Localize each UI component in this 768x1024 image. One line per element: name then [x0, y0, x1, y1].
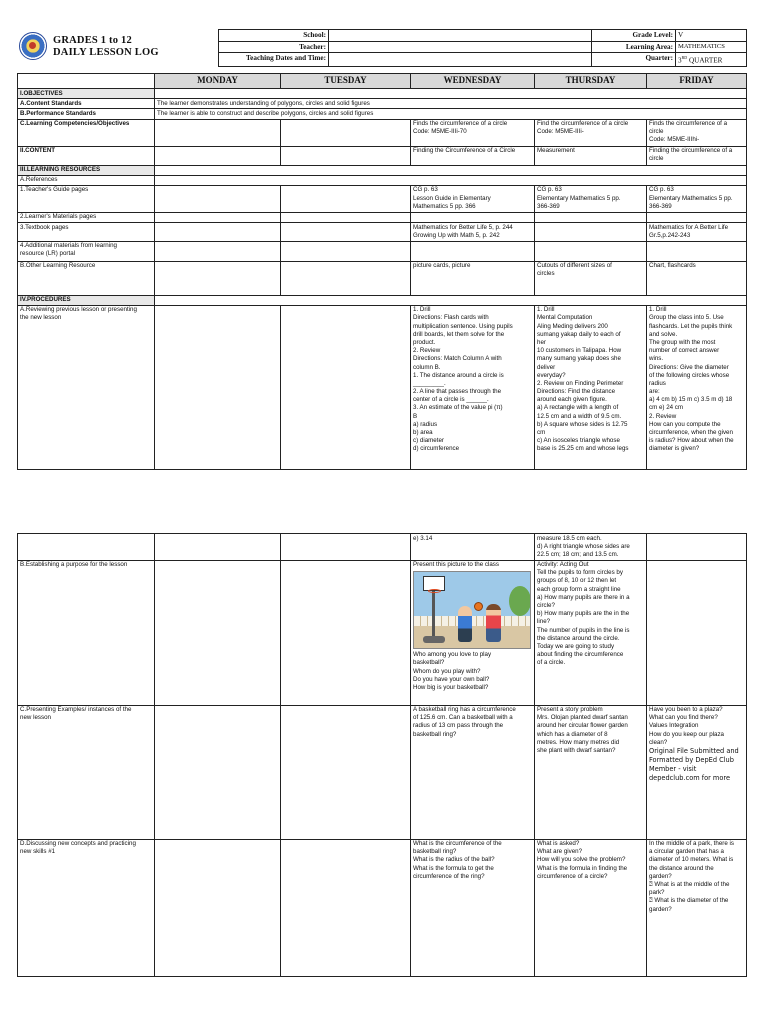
lm-fri — [647, 212, 747, 222]
discussing-concepts-label: D.Discussing new concepts and practicing new skills #1 — [18, 839, 155, 976]
teacher-label: Teacher: — [219, 41, 329, 53]
purpose-thu: Activity: Acting Out Tell the pupils to form circles by groups of 8, 10 or 12 then let each group form a straight line a) How many pupils are there in a circle? b) How many pupils are the in the line? The number of pupils in the line is the distance around the circle. Today we are going to study about finding the circumference of a circle. — [535, 560, 647, 705]
lm-thu — [535, 212, 647, 222]
review-tue — [281, 305, 411, 469]
learning-area-field[interactable]: MATHEMATICS — [676, 41, 747, 53]
lesson-grid-page-1 — [17, 73, 747, 470]
day-wednesday: WEDNESDAY — [411, 74, 535, 89]
grid-corner — [18, 74, 155, 89]
other-tue — [281, 261, 411, 295]
review-wed: 1. Drill Directions: Flash cards with multiplication sentence. Using pupils drill boards, let them solve for the product. 2. Review Directions: Match Column A with column B. 1. The distance around a circle is _________. 2. A line that passes through the center of a circle is ______. 3. An estimate of the value pi (π) B a) radius b) area c) diameter d) circumference — [411, 305, 535, 469]
competencies-wed: Finds the circumference of a circle Code: M5ME-IIIi-70 — [411, 119, 535, 146]
content-thu: Measurement — [535, 146, 647, 165]
deped-seal-icon — [19, 32, 47, 60]
purpose-tue — [281, 560, 411, 705]
competencies-fri: Finds the circumference of a circle Code: M5ME-IIIhi- — [647, 119, 747, 146]
purpose-fri — [647, 560, 747, 705]
presenting-thu: Present a story problem Mrs. Olojan planted dwarf santan around her circular flower garden which has a diameter of 8 metres. How many metres did she plant with dwarf santan? — [535, 705, 647, 839]
additional-fri — [647, 241, 747, 261]
competencies-mon — [155, 119, 281, 146]
learners-materials-label: 2.Learner's Materials pages — [18, 212, 155, 222]
presenting-wed: A basketball ring has a circumference of 125.6 cm. Can a basketball with a radius of 13 cm pass through the basketball ring? — [411, 705, 535, 839]
teaching-dates-label: Teaching Dates and Time: — [219, 53, 329, 67]
continued-tue — [281, 534, 411, 561]
purpose-wed: Present this picture to the class Who among you love to play basketball? Whom do you play with? Do you have your own ball? How big is your basketball? — [411, 560, 535, 705]
continued-thu: measure 18.5 cm each. d) A right triangle whose sides are 22.5 cm; 18 cm; and 13.5 cm. — [535, 534, 647, 561]
teacher-field[interactable] — [329, 41, 592, 53]
procedures-heading: IV.PROCEDURES — [18, 295, 155, 305]
depedclub-note: Original File Submitted and Formatted by DepEd Club Member - visit depedclub.com for more — [649, 747, 739, 782]
objectives-span — [155, 89, 747, 99]
additional-wed — [411, 241, 535, 261]
tg-fri: CG p. 63 Elementary Mathematics 5 pp. 366-369 — [647, 185, 747, 212]
day-thursday: THURSDAY — [535, 74, 647, 89]
performance-standards-label: B.Performance Standards — [18, 109, 155, 119]
day-tuesday: TUESDAY — [281, 74, 411, 89]
content-wed: Finding the Circumference of a Circle — [411, 146, 535, 165]
lm-mon — [155, 212, 281, 222]
continued-label — [18, 534, 155, 561]
other-wed: picture cards, picture — [411, 261, 535, 295]
textbook-thu — [535, 223, 647, 241]
title-grades: GRADES 1 to 12 — [53, 35, 132, 46]
review-mon — [155, 305, 281, 469]
discussing-mon — [155, 839, 281, 976]
discussing-wed: What is the circumference of the basketball ring? What is the radius of the ball? What is the formula to get the circumference of the ring? — [411, 839, 535, 976]
continued-wed: e) 3.14 — [411, 534, 535, 561]
presenting-examples-label: C.Presenting Examples/ instances of the new lesson — [18, 705, 155, 839]
additional-tue — [281, 241, 411, 261]
reviewing-label: A.Reviewing previous lesson or presenting the new lesson — [18, 305, 155, 469]
other-resource-label: B.Other Learning Resource — [18, 261, 155, 295]
content-tue — [281, 146, 411, 165]
continued-mon — [155, 534, 281, 561]
presenting-tue — [281, 705, 411, 839]
additional-mon — [155, 241, 281, 261]
grade-level-label: Grade Level: — [592, 30, 676, 42]
references-label: A.References — [18, 175, 155, 185]
lm-tue — [281, 212, 411, 222]
competencies-tue — [281, 119, 411, 146]
tg-tue — [281, 185, 411, 212]
lm-wed — [411, 212, 535, 222]
discussing-tue — [281, 839, 411, 976]
review-fri: 1. Drill Group the class into 5. Use flashcards. Let the pupils think and solve. The group with the most number of correct answer wins. Directions: Give the diameter of the following circles whose radius are: a) 4 cm b) 15 m c) 3.5 m d) 18 cm e) 24 cm 2. Review How can you compute the circumference, when the given is radius? How about when the diameter is given? — [647, 305, 747, 469]
other-thu: Cutouts of different sizes of circles — [535, 261, 647, 295]
continued-fri — [647, 534, 747, 561]
quarter-label: Quarter: — [592, 53, 676, 67]
content-standards-text: The learner demonstrates understanding of polygons, circles and solid figures — [155, 99, 747, 109]
lesson-grid-page-2 — [17, 533, 747, 977]
discussing-fri: In the middle of a park, there is a circular garden that has a diameter of 10 meters. What is the distance around the garden? ⍰ What is at the middle of the park? ⍰ What is the diameter of the garden? — [647, 839, 747, 976]
content-fri: Finding the circumference of a circle — [647, 146, 747, 165]
grade-level-field[interactable]: V — [676, 30, 747, 42]
other-mon — [155, 261, 281, 295]
title-daily-lesson-log: DAILY LESSON LOG — [53, 47, 159, 58]
textbook-tue — [281, 223, 411, 241]
additional-thu — [535, 241, 647, 261]
school-label: School: — [219, 30, 329, 42]
tg-wed: CG p. 63 Lesson Guide in Elementary Mathematics 5 pp. 366 — [411, 185, 535, 212]
teaching-dates-field[interactable] — [329, 53, 592, 67]
objectives-heading: I.OBJECTIVES — [18, 89, 155, 99]
quarter-field[interactable]: 3RD QUARTER — [676, 53, 747, 67]
day-monday: MONDAY — [155, 74, 281, 89]
procedures-span — [155, 295, 747, 305]
school-field[interactable] — [329, 30, 592, 42]
header-info-table — [218, 29, 747, 67]
content-standards-label: A.Content Standards — [18, 99, 155, 109]
textbook-wed: Mathematics for Better Life 5, p. 244 Growing Up with Math 5, p. 242 — [411, 223, 535, 241]
learning-resources-heading: III.LEARNING RESOURCES — [18, 165, 155, 175]
references-span — [155, 175, 747, 185]
learning-area-label: Learning Area: — [592, 41, 676, 53]
content-label: II.CONTENT — [18, 146, 155, 165]
establishing-purpose-label: B.Establishing a purpose for the lesson — [18, 560, 155, 705]
performance-standards-text: The learner is able to construct and describe polygons, circles and solid figures — [155, 109, 747, 119]
learning-resources-span — [155, 165, 747, 175]
purpose-mon — [155, 560, 281, 705]
textbook-mon — [155, 223, 281, 241]
day-friday: FRIDAY — [647, 74, 747, 89]
competencies-label: C.Learning Competencies/Objectives — [18, 119, 155, 146]
content-mon — [155, 146, 281, 165]
presenting-fri: Have you been to a plaza? What can you find there? Values Integration How do you keep our plaza clean? Original File Submitted and Formatted by DepEd Club Member - visit depedclub.com for more — [647, 705, 747, 839]
presenting-mon — [155, 705, 281, 839]
review-thu: 1. Drill Mental Computation Aling Meding delivers 200 sumang yakap daily to each of her 10 customers in Talipapa. How many sumang yakap does she deliver everyday? 2. Review on Finding Perimeter Directions: Find the distance around each given figure. a) A rectangle with a length of 12.5 cm and a width of 9.5 cm. b) A square whose sides is 12.75 cm c) An isosceles triangle whose base is 25.25 cm and whose legs — [535, 305, 647, 469]
basketball-picture — [413, 571, 531, 649]
tg-thu: CG p. 63 Elementary Mathematics 5 pp. 366-369 — [535, 185, 647, 212]
discussing-thu: What is asked? What are given? How will you solve the problem? What is the formula in finding the circumference of a circle? — [535, 839, 647, 976]
other-fri: Chart, flashcards — [647, 261, 747, 295]
competencies-thu: Find the circumference of a circle Code: M5ME-IIIi- — [535, 119, 647, 146]
additional-materials-label: 4.Additional materials from learning resource (LR) portal — [18, 241, 155, 261]
textbook-label: 3.Textbook pages — [18, 223, 155, 241]
textbook-fri: Mathematics for A Better Life Gr.5,p.242-243 — [647, 223, 747, 241]
teachers-guide-label: 1.Teacher's Guide pages — [18, 185, 155, 212]
tg-mon — [155, 185, 281, 212]
